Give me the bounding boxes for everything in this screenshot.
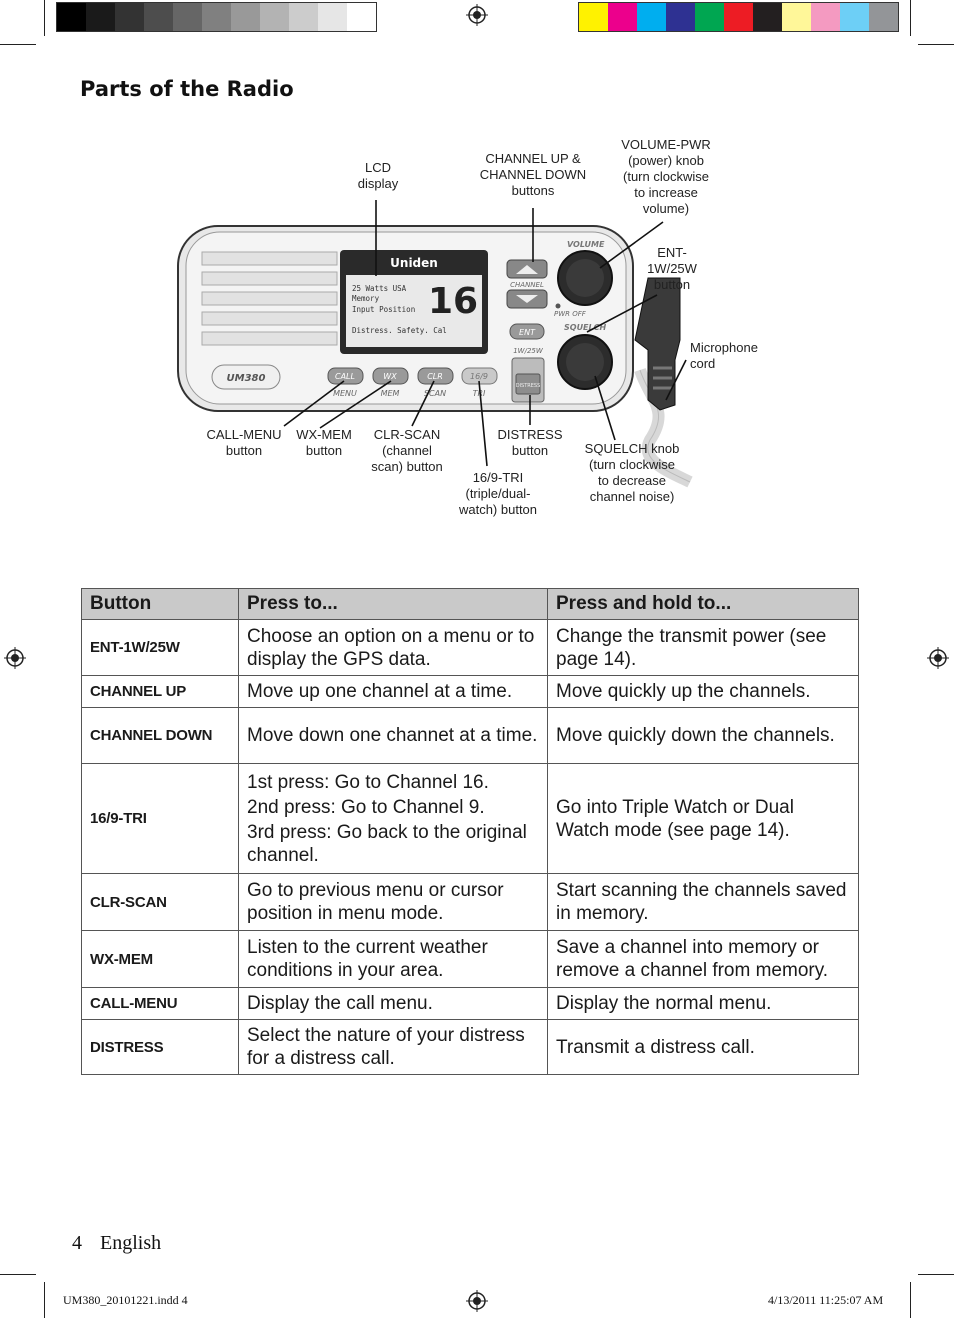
callout-distress: DISTRESS button (497, 427, 563, 458)
button-name-cell: CALL-MENU (82, 988, 239, 1020)
press-cell: Select the nature of your distress for a distress call. (239, 1020, 548, 1075)
press-line: 1st press: Go to Channel 16. (247, 771, 489, 793)
callout-microphone-cord: Microphone cord (690, 340, 758, 371)
callout-wx-mem: WX-MEM button (296, 427, 352, 458)
lcd-line-4: Distress. Safety. Cal (352, 326, 447, 335)
press-cell: Go to previous menu or cursor position in menu mode. (239, 874, 548, 931)
table-row (82, 708, 859, 764)
callout-clr-scan: CLR-SCAN (channel scan) button (371, 427, 443, 474)
crop-mark (918, 1274, 954, 1275)
press-cell (239, 764, 548, 874)
crop-mark (44, 1282, 45, 1318)
lcd-line-2: Memory (352, 294, 380, 303)
svg-text:TRI: TRI (472, 389, 486, 398)
hold-cell: Move quickly up the channels. (548, 676, 859, 708)
svg-text:MEM: MEM (380, 389, 400, 398)
svg-text:UM380: UM380 (226, 373, 266, 384)
hold-cell: Transmit a distress call. (548, 1020, 859, 1075)
press-cell: Choose an option on a menu or to display the GPS data. (239, 620, 548, 676)
svg-text:1W/25W: 1W/25W (513, 347, 543, 355)
column-header: Button (82, 589, 239, 620)
svg-text:SCAN: SCAN (423, 389, 447, 398)
svg-text:PWR OFF: PWR OFF (554, 310, 586, 318)
press-cell: Move up one channel at a time. (239, 676, 548, 708)
button-name-cell: CHANNEL UP (82, 676, 239, 708)
svg-text:CALL: CALL (335, 372, 355, 381)
svg-text:CHANNEL: CHANNEL (510, 281, 544, 289)
svg-text:VOLUME: VOLUME (567, 240, 605, 249)
hold-cell: Go into Triple Watch or Dual Watch mode (see page 14). (548, 764, 859, 874)
slug-file-name: UM380_20101221.indd 4 (63, 1293, 188, 1307)
hold-cell: Change the transmit power (see page 14). (548, 620, 859, 676)
hold-cell: Display the normal menu. (548, 988, 859, 1020)
lcd-line-1: 25 Watts USA (352, 284, 407, 293)
crop-mark (0, 1274, 36, 1275)
callout-squelch-knob: SQUELCH knob (turn clockwise to decrease channel noise) (584, 441, 680, 504)
button-name-cell: WX-MEM (82, 931, 239, 988)
svg-text:MENU: MENU (333, 389, 357, 398)
slug-timestamp: 4/13/2011 11:25:07 AM (768, 1293, 884, 1307)
callout-lcd-display: LCD display (357, 160, 399, 191)
button-name-cell: CHANNEL DOWN (82, 708, 239, 764)
button-name-cell: DISTRESS (82, 1020, 239, 1075)
table-row (82, 620, 859, 676)
press-line: 2nd press: Go to Channel 9. (247, 796, 485, 818)
page-number: 4 (72, 1232, 82, 1254)
callout-volume-knob: VOLUME-PWR (power) knob (turn clockwise to increase volume) (621, 137, 711, 216)
column-header: Press and hold to... (548, 589, 859, 620)
svg-text:SQUELCH: SQUELCH (564, 323, 607, 332)
crop-mark (910, 1282, 911, 1318)
table-header-row (82, 589, 859, 620)
table-row (82, 931, 859, 988)
table-row (82, 1020, 859, 1075)
svg-text:DISTRESS: DISTRESS (515, 383, 541, 389)
page-language: English (100, 1232, 162, 1254)
svg-text:WX: WX (383, 372, 397, 381)
callout-ent-button: ENT- 1W/25W button (647, 245, 697, 292)
hold-cell: Start scanning the channels saved in memory. (548, 874, 859, 931)
button-name-cell: ENT-1W/25W (82, 620, 239, 676)
press-line: 3rd press: Go back to the original channel. (247, 821, 527, 866)
registration-mark-icon (466, 1290, 488, 1312)
page-heading: Parts of the Radio (80, 77, 294, 101)
table-row (82, 676, 859, 708)
press-cell: Move down one channet at a time. (239, 708, 548, 764)
button-function-table (81, 588, 859, 1075)
button-name-cell: CLR-SCAN (82, 874, 239, 931)
press-cell: Listen to the current weather conditions in your area. (239, 931, 548, 988)
registration-mark-icon (4, 647, 26, 669)
callout-tri-button: 16/9-TRI (triple/dual- watch) button (458, 470, 538, 517)
hold-cell: Move quickly down the channels. (548, 708, 859, 764)
lcd-line-3: Input Position (352, 305, 416, 314)
hold-cell: Save a channel into memory or remove a channel from memory. (548, 931, 859, 988)
svg-text:16/9: 16/9 (470, 372, 488, 381)
button-name-cell: 16/9-TRI (82, 764, 239, 874)
callout-channel-buttons: CHANNEL UP & CHANNEL DOWN buttons (479, 151, 587, 198)
press-cell: Display the call menu. (239, 988, 548, 1020)
table-row (82, 764, 859, 874)
page-footer (72, 1232, 161, 1255)
callout-call-menu: CALL-MENU button (206, 427, 282, 458)
svg-text:ENT: ENT (519, 328, 535, 337)
column-header: Press to... (239, 589, 548, 620)
lcd-channel-number: 16 (428, 281, 479, 322)
svg-text:CLR: CLR (427, 372, 443, 381)
brand-logo: Uniden (390, 256, 438, 270)
registration-mark-icon (927, 647, 949, 669)
table-row (82, 988, 859, 1020)
table-row (82, 874, 859, 931)
